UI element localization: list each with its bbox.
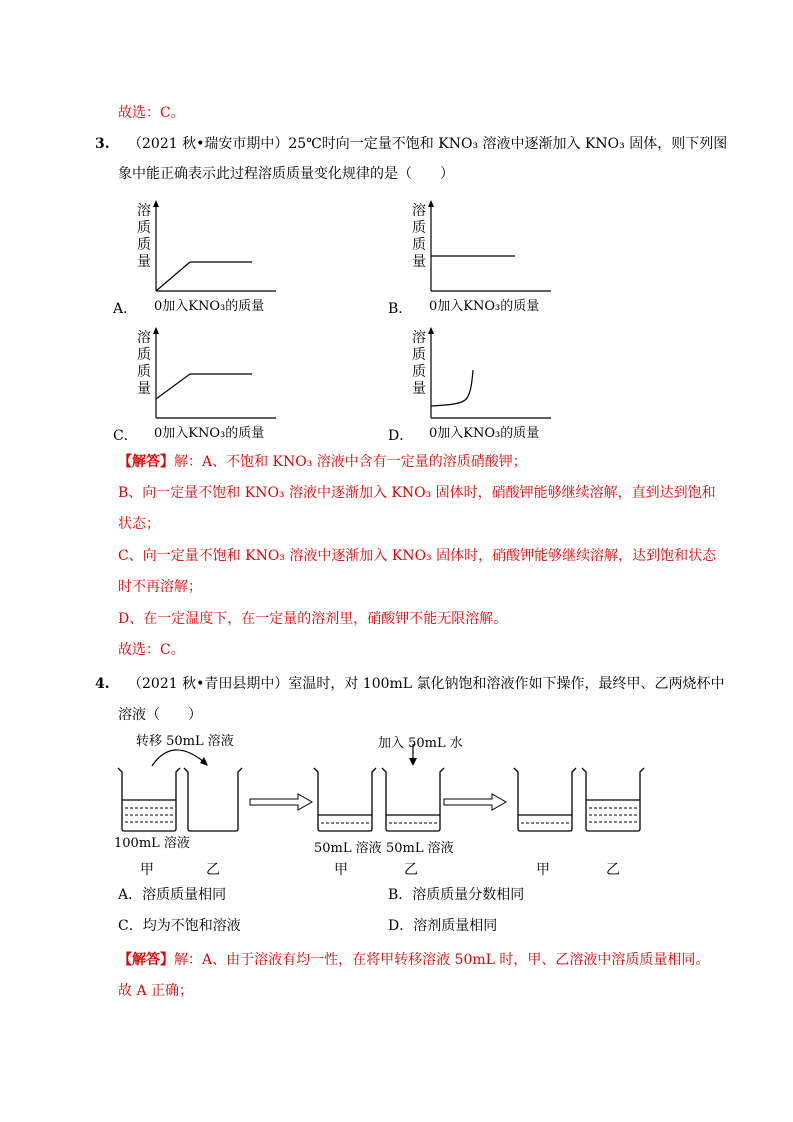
beaker-diagram [100, 730, 660, 880]
graph-d-ylabel-2: 质 [412, 347, 426, 363]
option-d-label: D． [388, 428, 414, 444]
option-b-label: B． [388, 301, 413, 317]
graph-c [130, 322, 290, 452]
beaker-6-name: 乙 [606, 862, 620, 878]
beaker-3 [314, 768, 376, 831]
q4-option-c: C．均为不饱和溶液 [118, 918, 241, 934]
beaker-2-name: 乙 [206, 862, 220, 878]
graph-a-ylabel-2: 质 [137, 220, 151, 236]
question-4-number: 4. [95, 676, 110, 692]
q3-answer-line-2: B、向一定量不饱和 KNO₃ 溶液中逐渐加入 KNO₃ 固体时，硝酸钾能够继续溶解，直到达到饱和 [118, 485, 716, 501]
beaker-5-name: 甲 [536, 862, 550, 878]
graph-a-ylabel-3: 质 [137, 237, 151, 253]
graph-b-ylabel-1: 溶 [412, 203, 426, 219]
question-4-line-1: （2021 秋•青田县期中）室温时，对 100mL 氯化钠饱和溶液作如下操作，最终甲、乙两烧杯中 [128, 676, 725, 692]
graph-d-ylabel-4: 量 [412, 381, 426, 397]
process-arrow-2 [444, 794, 506, 810]
graph-d-ylabel-3: 质 [412, 364, 426, 380]
q4-answer-line-1 [118, 950, 709, 970]
add-water-label: 加入 50mL 水 [378, 736, 463, 751]
q3-answer-text-1: 解：A、不饱和 KNO₃ 溶液中含有一定量的溶质硝酸钾； [174, 454, 527, 470]
graph-d-ylabel-1: 溶 [412, 330, 426, 346]
graph-c-xlabel: 0加入KNO₃的质量 [154, 426, 265, 441]
graph-a-xlabel: 0加入KNO₃的质量 [154, 299, 265, 314]
option-c-label: C． [113, 428, 138, 444]
graph-a-ylabel-1: 溶 [137, 203, 151, 219]
q4-option-a: A．溶质质量相同 [118, 887, 227, 903]
beaker-5 [514, 768, 576, 831]
beaker-diagram-svg [100, 730, 660, 880]
graph-b [405, 195, 565, 325]
q4-option-b: B．溶质质量分数相同 [388, 887, 525, 903]
graph-a-rising-line [156, 262, 190, 291]
beaker-6 [582, 768, 644, 831]
beaker-3-name: 甲 [334, 862, 348, 878]
question-3-number: 3. [95, 136, 110, 152]
q4-answer-tag: 【解答】 [118, 952, 174, 968]
transfer-arrow [152, 750, 204, 766]
graph-b-ylabel-3: 质 [412, 237, 426, 253]
graph-b-xlabel: 0加入KNO₃的质量 [429, 299, 540, 314]
q4-answer-text-1: 解：A、由于溶液有均一性，在将甲转移溶液 50mL 时，甲、乙溶液中溶质质量相同。 [174, 952, 710, 968]
beaker-4-volume: 50mL 溶液 [386, 841, 454, 856]
q3-answer-line-4: C、向一定量不饱和 KNO₃ 溶液中逐渐加入 KNO₃ 固体时，硝酸钾能够继续溶解，达到饱和状态 [118, 548, 717, 564]
graph-b-ylabel-2: 质 [412, 220, 426, 236]
graph-d [405, 322, 565, 452]
graph-c-rising-line [156, 374, 190, 399]
question-4-line-2: 溶液（ ） [118, 707, 202, 723]
graph-b-ylabel-4: 量 [412, 254, 426, 270]
graph-a [130, 195, 290, 325]
q3-answer-line-3: 状态； [118, 516, 160, 532]
q4-answer-line-2: 故 A 正确； [118, 983, 194, 999]
option-a-label: A． [113, 301, 138, 317]
graph-c-ylabel-4: 量 [137, 381, 151, 397]
question-3-line-2: 象中能正确表示此过程溶质质量变化规律的是（ ） [118, 166, 454, 182]
beaker-3-volume: 50mL 溶液 [314, 841, 382, 856]
question-3-line-1: （2021 秋•瑞安市期中）25℃时向一定量不饱和 KNO₃ 溶液中逐渐加入 KNO₃ 固体，则下列图 [128, 136, 728, 152]
graph-d-curve [431, 370, 473, 406]
beaker-2 [184, 768, 242, 831]
process-arrow-1 [250, 794, 312, 810]
graph-d-xlabel: 0加入KNO₃的质量 [429, 426, 540, 441]
q3-answer-line-6: D、在一定温度下，在一定量的溶剂里，硝酸钾不能无限溶解。 [118, 611, 508, 627]
beaker-1 [118, 768, 180, 831]
graph-a-ylabel-4: 量 [137, 254, 151, 270]
q3-answer-line-1 [118, 452, 527, 472]
q3-answer-line-7: 故选：C。 [118, 642, 185, 658]
beaker-1-volume: 100mL 溶液 [114, 836, 190, 851]
beaker-1-name: 甲 [140, 862, 154, 878]
q3-answer-tag: 【解答】 [118, 454, 174, 470]
q3-answer-line-5: 时不再溶解； [118, 579, 202, 595]
beaker-4-name: 乙 [404, 862, 418, 878]
transfer-label: 转移 50mL 溶液 [136, 734, 234, 749]
q4-option-d: D．溶剂质量相同 [388, 918, 498, 934]
graph-c-ylabel-3: 质 [137, 364, 151, 380]
graph-c-ylabel-2: 质 [137, 347, 151, 363]
previous-answer: 故选：C。 [118, 105, 185, 121]
beaker-4 [382, 768, 444, 831]
graph-c-ylabel-1: 溶 [137, 330, 151, 346]
